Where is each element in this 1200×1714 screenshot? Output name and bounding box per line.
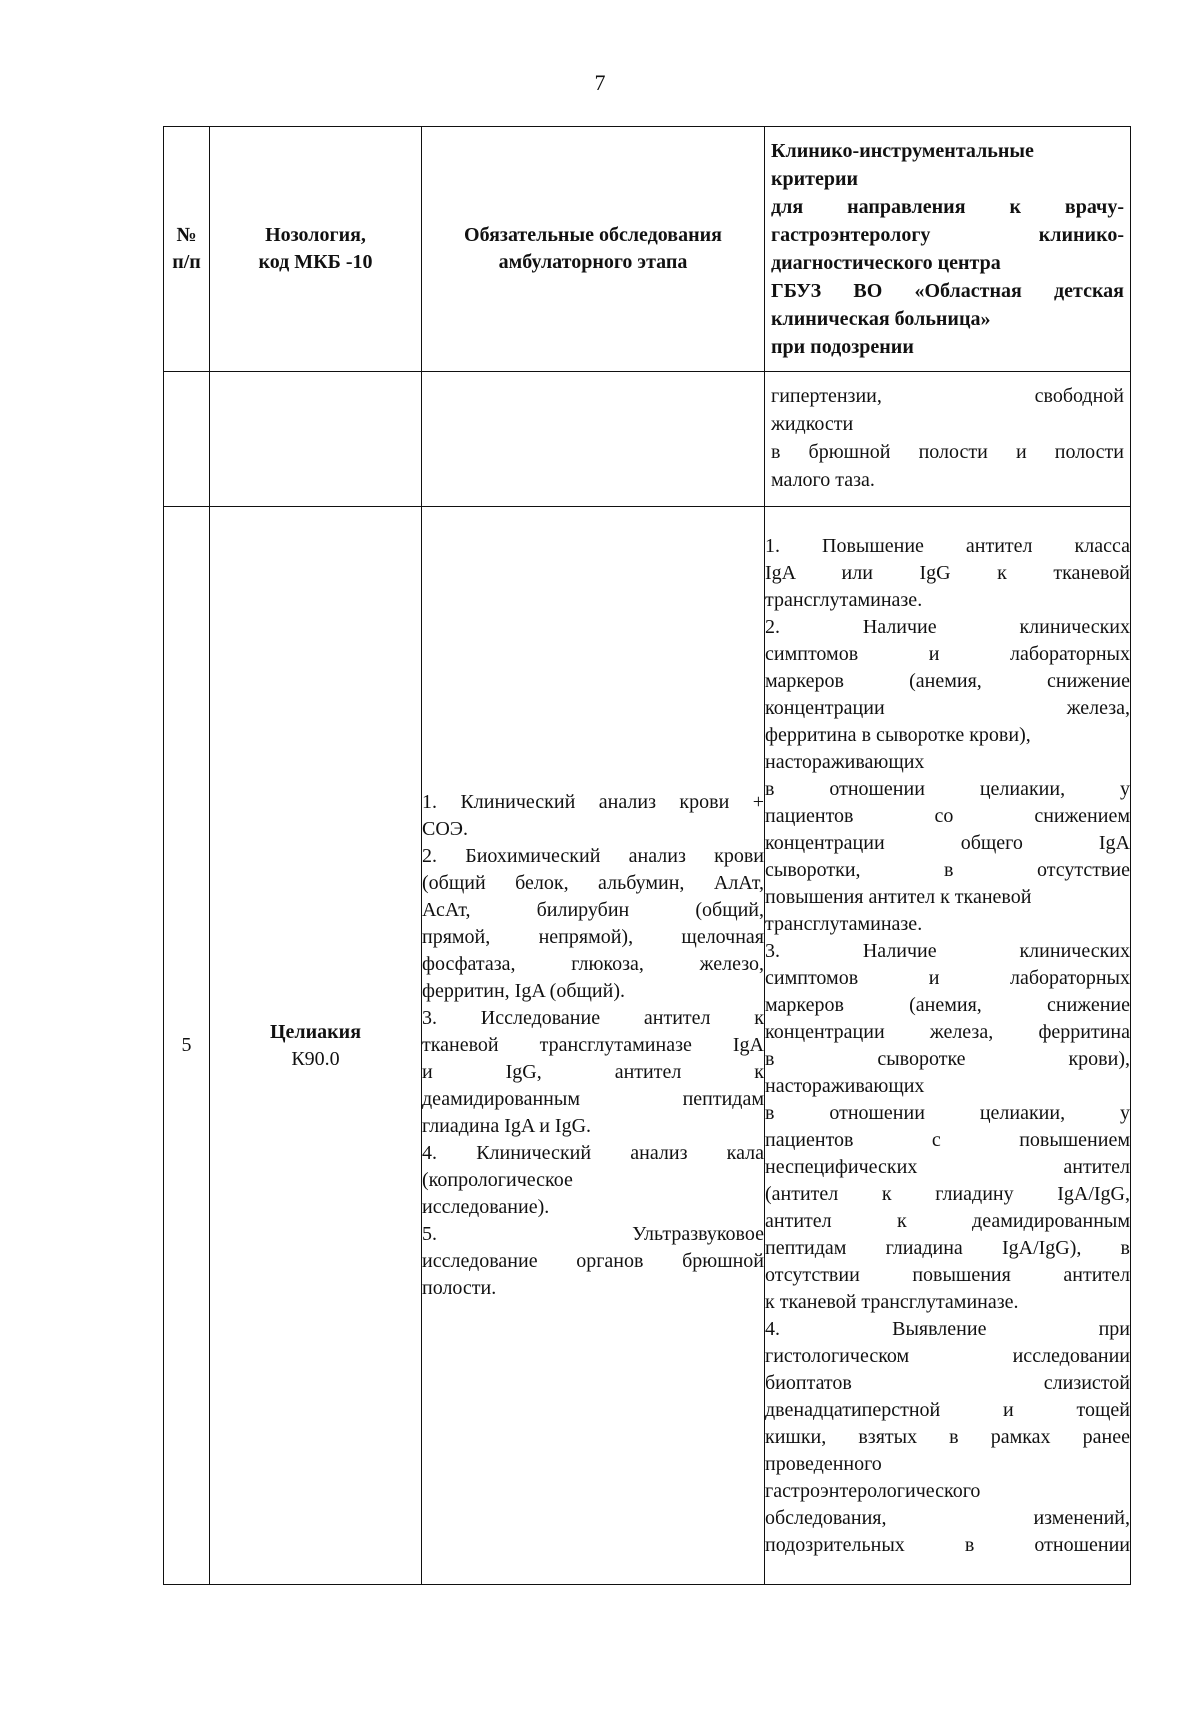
exam-line: 2. Биохимический анализ крови xyxy=(422,845,764,867)
criteria-line: настораживающих xyxy=(765,1074,925,1097)
continuation-number-cell xyxy=(164,372,210,507)
criteria-line: пептидам глиадина IgA/IgG), в xyxy=(765,1236,1130,1259)
criteria-line: 1. Повышение антител класса xyxy=(765,534,1130,557)
exam-line: исследование органов брюшной xyxy=(422,1250,764,1272)
table-row-continuation xyxy=(164,372,1131,507)
criteria-line: маркеров (анемия, снижение xyxy=(765,669,1130,692)
criteria-line: повышения антител к тканевой xyxy=(765,885,1032,908)
exam-line: 5. Ультразвуковое xyxy=(422,1223,764,1245)
exam-line: АсАт, билирубин (общий, xyxy=(422,899,764,921)
header-nosology xyxy=(210,127,422,372)
exam-line: 3. Исследование антител к xyxy=(422,1007,764,1029)
exam-line: полости. xyxy=(422,1277,497,1299)
row-number-cell: 5 xyxy=(164,507,210,1585)
criteria-line: в отношении целиакии, у xyxy=(765,1101,1130,1124)
criteria-line: маркеров (анемия, снижение xyxy=(765,993,1130,1016)
criteria-line: трансглутаминазе. xyxy=(765,588,923,611)
header-criteria xyxy=(765,127,1131,372)
continuation-exams-cell xyxy=(422,372,765,507)
criteria-line: симптомов и лабораторных xyxy=(765,642,1130,665)
header-exams xyxy=(422,127,765,372)
exam-line: деамидированным пептидам xyxy=(422,1088,764,1110)
criteria-line: пациентов с повышением xyxy=(765,1128,1130,1151)
criteria-line: настораживающих xyxy=(765,750,925,773)
criteria-line: подозрительных в отношении xyxy=(765,1533,1130,1556)
header-exams-line: амбулаторного этапа xyxy=(498,251,688,273)
criteria-line: отсутствии повышения антител xyxy=(765,1263,1130,1286)
exam-line: (копрологическое xyxy=(422,1169,573,1191)
criteria-line: антител к деамидированным xyxy=(765,1209,1130,1232)
criteria-line: гипертензии, свободной xyxy=(771,385,1124,407)
exam-line: СОЭ. xyxy=(422,818,468,840)
criteria-line: в брюшной полости и полости xyxy=(771,441,1124,463)
header-exams-line: Обязательные обследования xyxy=(464,224,722,246)
nosology-name: Целиакия xyxy=(269,1020,362,1043)
header-criteria-line: гастроэнтерологу клинико- xyxy=(771,224,1124,246)
header-criteria-line: для направления к врачу- xyxy=(771,196,1124,218)
header-criteria-line: при подозрении xyxy=(771,336,914,358)
exam-line: тканевой трансглутаминазе IgA xyxy=(422,1034,764,1056)
criteria-line: биоптатов слизистой xyxy=(765,1371,1130,1394)
exam-line: глиадина IgA и IgG. xyxy=(422,1115,592,1137)
criteria-line: двенадцатиперстной и тощей xyxy=(765,1398,1130,1421)
criteria-line: ферритина в сыворотке крови), xyxy=(765,723,1031,746)
header-nosology-line: Нозология, xyxy=(265,224,366,246)
criteria-line: трансглутаминазе. xyxy=(765,912,923,935)
criteria-line: обследования, изменений, xyxy=(765,1506,1130,1529)
criteria-line: концентрации железа, xyxy=(765,696,1130,719)
header-criteria-line: критерии xyxy=(771,168,859,190)
exam-line: (общий белок, альбумин, АлАт, xyxy=(422,872,764,894)
criteria-line: гастроэнтерологического xyxy=(765,1479,981,1502)
criteria-table xyxy=(163,126,1131,1585)
criteria-line: (антител к глиадину IgA/IgG, xyxy=(765,1182,1130,1205)
criteria-line: концентрации общего IgA xyxy=(765,831,1130,854)
table-row-5 xyxy=(164,507,1131,1585)
criteria-line: в сыворотке крови), xyxy=(765,1047,1130,1070)
exam-line: исследование). xyxy=(422,1196,550,1218)
continuation-criteria-cell xyxy=(765,372,1131,507)
header-criteria-line: ГБУЗ ВО «Областная детская xyxy=(771,280,1124,302)
criteria-line: проведенного xyxy=(765,1452,882,1475)
page-number: 7 xyxy=(594,70,606,95)
nosology-cell xyxy=(210,507,422,1585)
criteria-line: IgA или IgG к тканевой xyxy=(765,561,1130,584)
criteria-line: неспецифических антител xyxy=(765,1155,1130,1178)
exam-line: прямой, непрямой), щелочная xyxy=(422,926,764,948)
criteria-line: концентрации железа, ферритина xyxy=(765,1020,1130,1043)
criteria-line: в отношении целиакии, у xyxy=(765,777,1130,800)
header-number-line: № xyxy=(176,224,197,246)
criteria-line: 4. Выявление при xyxy=(765,1317,1130,1340)
criteria-cell xyxy=(765,507,1131,1585)
table-header-row xyxy=(164,127,1131,372)
criteria-line: к тканевой трансглутаминазе. xyxy=(765,1290,1019,1313)
header-criteria-line: Клинико-инструментальные xyxy=(771,140,1034,162)
header-number-line: п/п xyxy=(172,251,201,273)
header-nosology-line: код МКБ -10 xyxy=(258,251,373,273)
header-criteria-line: диагностического центра xyxy=(771,252,1001,274)
criteria-line: кишки, взятых в рамках ранее xyxy=(765,1425,1130,1448)
criteria-line: симптомов и лабораторных xyxy=(765,966,1130,989)
exam-line: и IgG, антител к xyxy=(422,1061,764,1083)
criteria-line: жидкости xyxy=(771,413,854,435)
nosology-code: К90.0 xyxy=(291,1047,340,1070)
exam-line: 4. Клинический анализ кала xyxy=(422,1142,764,1164)
criteria-line: 3. Наличие клинических xyxy=(765,939,1130,962)
exam-line: 1. Клинический анализ крови + xyxy=(422,791,764,813)
exam-line: фосфатаза, глюкоза, железо, xyxy=(422,953,764,975)
criteria-line: гистологическом исследовании xyxy=(765,1344,1130,1367)
header-criteria-line: клиническая больница» xyxy=(771,308,991,330)
continuation-nosology-cell xyxy=(210,372,422,507)
criteria-line: малого таза. xyxy=(771,469,875,491)
criteria-line: пациентов со снижением xyxy=(765,804,1130,827)
header-number xyxy=(164,127,210,372)
criteria-line: 2. Наличие клинических xyxy=(765,615,1130,638)
criteria-line: сыворотки, в отсутствие xyxy=(765,858,1130,881)
exams-cell xyxy=(422,507,765,1585)
exam-line: ферритин, IgA (общий). xyxy=(422,980,625,1002)
